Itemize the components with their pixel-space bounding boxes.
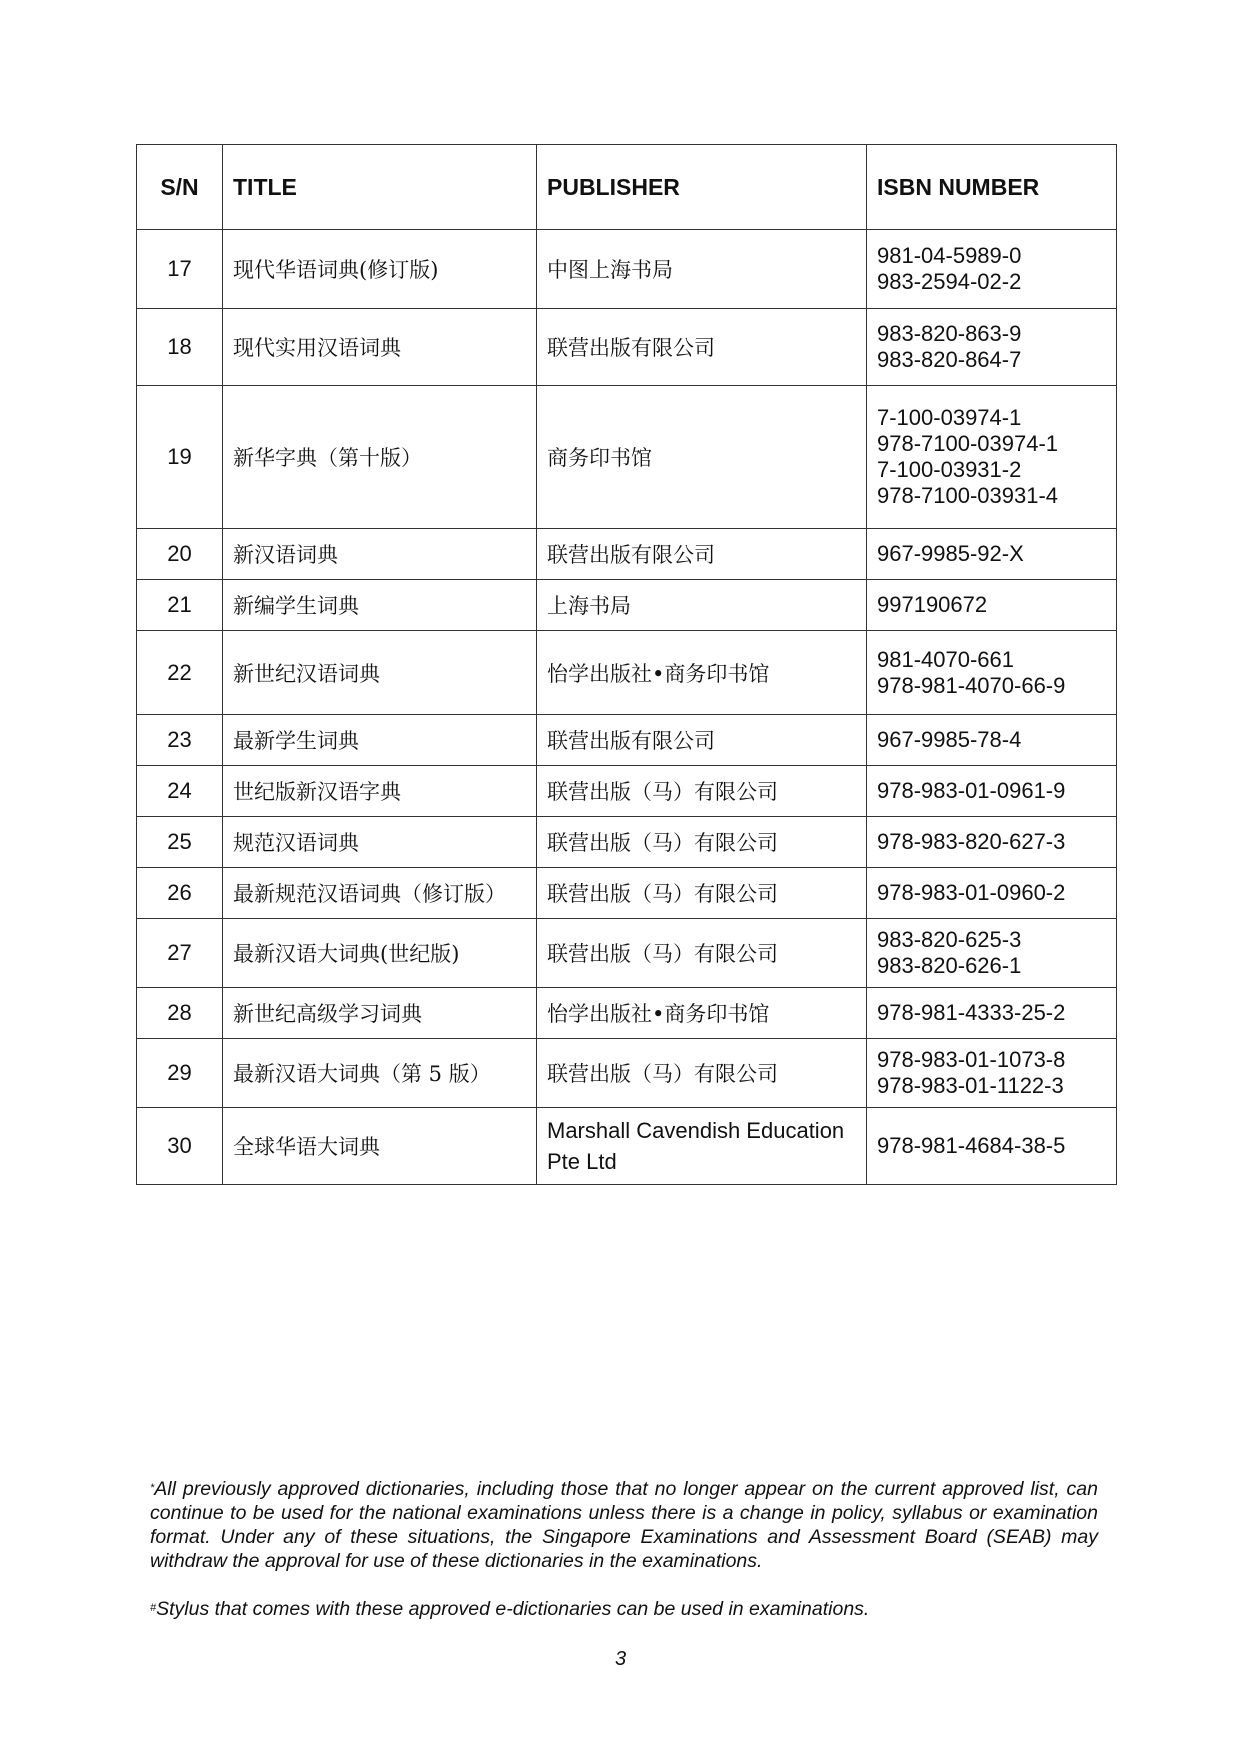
row-isbn (867, 309, 1117, 386)
footnote-stylus (150, 1597, 1098, 1621)
header-isbn: ISBN NUMBER (867, 145, 1117, 230)
table-row (137, 988, 1117, 1039)
row-title: 最新学生词典 (223, 715, 537, 766)
row-publisher: 联营出版（马）有限公司 (537, 868, 867, 919)
row-isbn (867, 631, 1117, 715)
row-publisher: 联营出版（马）有限公司 (537, 766, 867, 817)
header-sn: S/N (137, 145, 223, 230)
row-isbn (867, 1108, 1117, 1185)
row-sn: 17 (137, 230, 223, 309)
row-title: 最新规范汉语词典（修订版） (223, 868, 537, 919)
row-sn: 21 (137, 580, 223, 631)
row-sn: 22 (137, 631, 223, 715)
row-sn: 25 (137, 817, 223, 868)
row-isbn (867, 529, 1117, 580)
table-row (137, 386, 1117, 529)
isbn-number: 978-983-01-1073-8 (877, 1047, 1066, 1072)
row-title: 现代华语词典(修订版) (223, 230, 537, 309)
approved-dictionaries-table (136, 144, 1117, 1185)
row-sn: 19 (137, 386, 223, 529)
table-row (137, 1039, 1117, 1108)
row-title: 新华字典（第十版） (223, 386, 537, 529)
row-title: 最新汉语大词典（第 5 版） (223, 1039, 537, 1108)
isbn-number: 978-7100-03974-1 (877, 431, 1059, 456)
isbn-number: 978-983-01-0960-2 (877, 880, 1066, 905)
table-row (137, 715, 1117, 766)
isbn-number: 983-820-625-3 (877, 927, 1022, 952)
table-row (137, 580, 1117, 631)
row-isbn (867, 868, 1117, 919)
row-isbn (867, 715, 1117, 766)
table-row (137, 868, 1117, 919)
row-title: 新编学生词典 (223, 580, 537, 631)
isbn-number: 981-4070-661 (877, 646, 1015, 672)
footnote-approved-dictionaries (150, 1477, 1098, 1573)
page-number: 3 (614, 1648, 627, 1670)
table-row (137, 919, 1117, 988)
isbn-number: 983-820-626-1 (877, 953, 1022, 978)
row-publisher: 怡学出版社•商务印书馆 (537, 988, 867, 1039)
row-isbn (867, 580, 1117, 631)
row-title: 新世纪汉语词典 (223, 631, 537, 715)
isbn-number: 997190672 (877, 592, 988, 617)
row-publisher: 联营出版有限公司 (537, 529, 867, 580)
row-publisher: 怡学出版社•商务印书馆 (537, 631, 867, 715)
row-isbn (867, 766, 1117, 817)
isbn-number: 983-820-864-7 (877, 347, 1022, 372)
row-publisher: 上海书局 (537, 580, 867, 631)
isbn-number: 967-9985-78-4 (877, 727, 1022, 752)
row-publisher: 联营出版（马）有限公司 (537, 817, 867, 868)
isbn-number: 983-820-863-9 (877, 321, 1022, 346)
header-title: TITLE (223, 145, 537, 230)
table-row (137, 309, 1117, 386)
isbn-number: 978-983-01-1122-3 (877, 1073, 1064, 1098)
row-title: 新汉语词典 (223, 529, 537, 580)
row-isbn (867, 230, 1117, 309)
row-sn: 30 (137, 1108, 223, 1185)
row-isbn (867, 817, 1117, 868)
row-publisher: 商务印书馆 (537, 386, 867, 529)
isbn-number: 978-981-4333-25-2 (877, 1000, 1066, 1025)
row-sn: 28 (137, 988, 223, 1039)
row-sn: 29 (137, 1039, 223, 1108)
header-publisher: PUBLISHER (537, 145, 867, 230)
isbn-number: 978-7100-03931-4 (877, 483, 1059, 508)
row-title: 世纪版新汉语字典 (223, 766, 537, 817)
table-header-row (137, 145, 1117, 230)
footnote-stylus-text: Stylus that comes with these approved e-dictionaries can be used in examinations. (156, 1598, 870, 1620)
row-publisher: 联营出版（马）有限公司 (537, 1039, 867, 1108)
footnote-asterisk-marker: * (150, 1482, 155, 1494)
row-title: 最新汉语大词典(世纪版) (223, 919, 537, 988)
isbn-number: 978-983-01-0961-9 (877, 778, 1066, 803)
row-isbn (867, 386, 1117, 529)
row-title: 现代实用汉语词典 (223, 309, 537, 386)
row-sn: 18 (137, 309, 223, 386)
isbn-number: 7-100-03974-1 (877, 405, 1022, 430)
row-isbn (867, 988, 1117, 1039)
table-row (137, 1108, 1117, 1185)
isbn-number: 7-100-03931-2 (877, 457, 1022, 482)
row-sn: 27 (137, 919, 223, 988)
table-row (137, 529, 1117, 580)
row-publisher: 联营出版（马）有限公司 (537, 919, 867, 988)
row-sn: 26 (137, 868, 223, 919)
table-row (137, 230, 1117, 309)
row-sn: 24 (137, 766, 223, 817)
row-title: 规范汉语词典 (223, 817, 537, 868)
isbn-number: 967-9985-92-X (877, 541, 1024, 566)
row-publisher: 联营出版有限公司 (537, 309, 867, 386)
isbn-number: 978-981-4070-66-9 (877, 672, 1066, 698)
table-body (137, 230, 1117, 1185)
footnote-approved-dictionaries-text: All previously approved dictionaries, including those that no longer appear on the current approved list, can continue to be used for the national examinations unless there is a change in policy, syllabus or examination format. Under any of these situations, the Singapore Examinations and Assessment Board (SEAB) may withdraw the approval for use of these dictionaries in the examinations. (150, 1478, 1098, 1572)
row-sn: 23 (137, 715, 223, 766)
row-publisher: Marshall Cavendish Education Pte Ltd (537, 1108, 867, 1185)
row-sn: 20 (137, 529, 223, 580)
table-row (137, 631, 1117, 715)
row-publisher: 联营出版有限公司 (537, 715, 867, 766)
footnotes (150, 1477, 1098, 1621)
isbn-number: 981-04-5989-0 (877, 243, 1022, 268)
footnote-hash-marker: # (150, 1602, 157, 1614)
row-publisher: 中图上海书局 (537, 230, 867, 309)
isbn-number: 983-2594-02-2 (877, 269, 1022, 294)
row-title: 全球华语大词典 (223, 1108, 537, 1185)
isbn-number: 978-983-820-627-3 (877, 829, 1066, 854)
isbn-number: 978-981-4684-38-5 (877, 1133, 1066, 1158)
row-isbn (867, 1039, 1117, 1108)
table-row (137, 817, 1117, 868)
row-title: 新世纪高级学习词典 (223, 988, 537, 1039)
row-isbn (867, 919, 1117, 988)
table-row (137, 766, 1117, 817)
